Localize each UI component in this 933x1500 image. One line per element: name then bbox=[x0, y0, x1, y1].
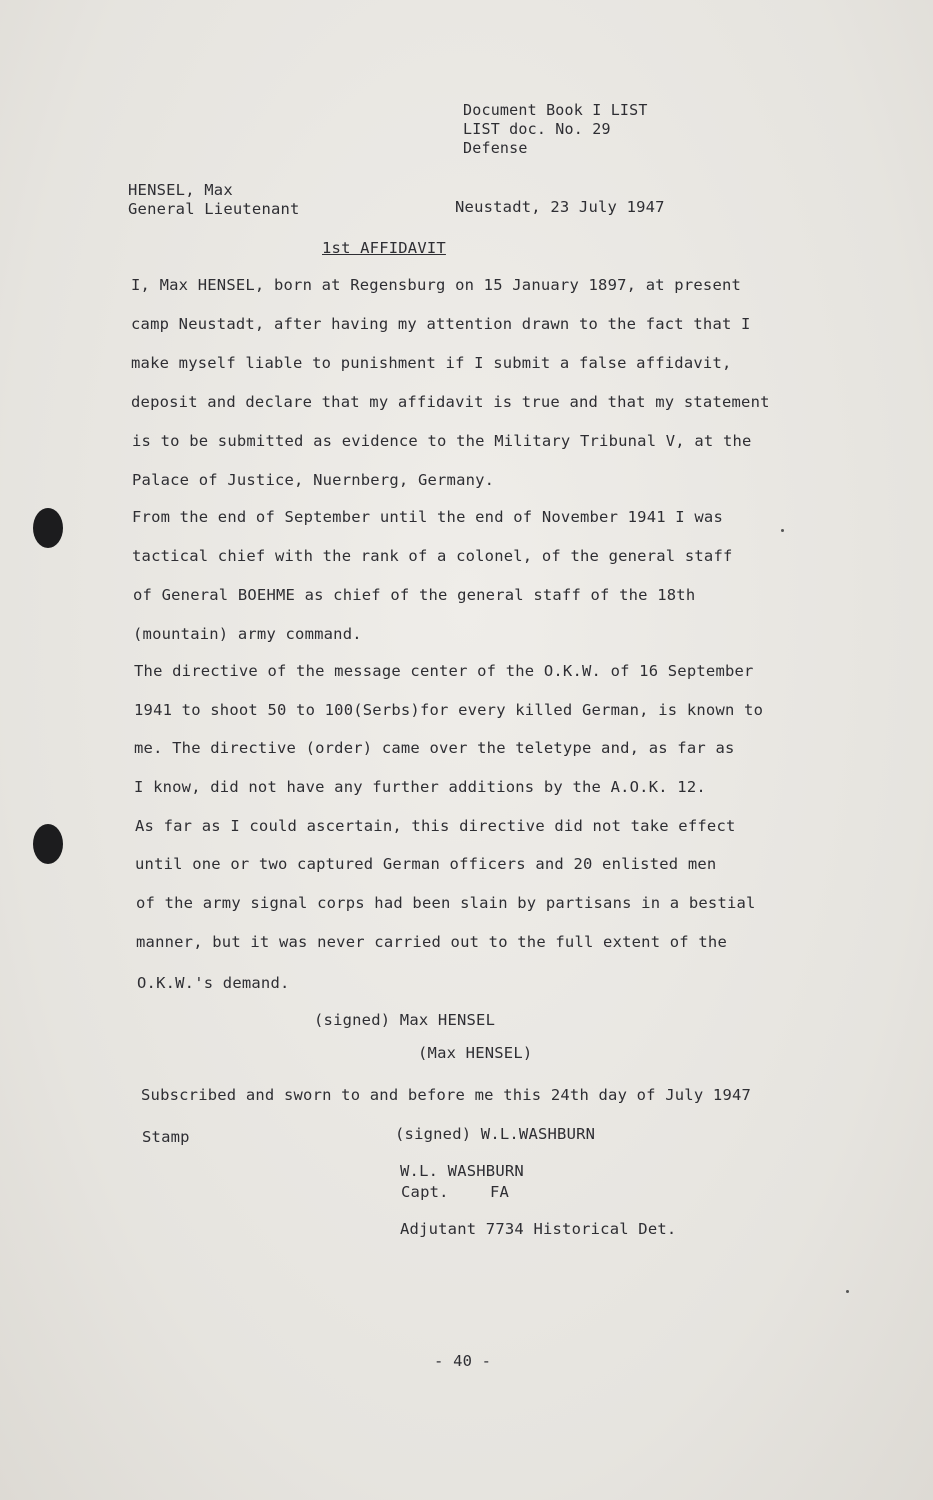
body-line: tactical chief with the rank of a colonel, of the general staff bbox=[132, 547, 733, 565]
body-line: (mountain) army command. bbox=[133, 625, 362, 643]
paper-speck bbox=[846, 1290, 849, 1293]
paper-speck bbox=[781, 529, 784, 532]
typed-name: (Max HENSEL) bbox=[418, 1044, 533, 1062]
punch-hole bbox=[33, 824, 63, 864]
body-line: me. The directive (order) came over the teletype and, as far as bbox=[134, 739, 735, 757]
officer-title: Adjutant 7734 Historical Det. bbox=[400, 1220, 677, 1238]
body-line: deposit and declare that my affidavit is true and that my statement bbox=[131, 393, 770, 411]
header-doc-number: LIST doc. No. 29 bbox=[463, 120, 611, 138]
signed-line: (signed) Max HENSEL bbox=[314, 1011, 496, 1029]
sworn-statement: Subscribed and sworn to and before me this 24th day of July 1947 bbox=[141, 1086, 752, 1104]
body-line: of the army signal corps had been slain by partisans in a bestial bbox=[136, 894, 756, 912]
body-line: make myself liable to punishment if I submit a false affidavit, bbox=[131, 354, 732, 372]
header-party: Defense bbox=[463, 139, 528, 157]
officer-branch: FA bbox=[490, 1183, 510, 1201]
place-date: Neustadt, 23 July 1947 bbox=[455, 198, 665, 216]
body-line: is to be submitted as evidence to the Military Tribunal V, at the bbox=[132, 432, 752, 450]
author-name: HENSEL, Max bbox=[128, 181, 233, 199]
body-line: Palace of Justice, Nuernberg, Germany. bbox=[132, 471, 495, 489]
body-line: The directive of the message center of the O.K.W. of 16 September bbox=[134, 662, 754, 680]
body-line: 1941 to shoot 50 to 100(Serbs)for every killed German, is known to bbox=[134, 701, 764, 719]
header-book-line: Document Book I LIST bbox=[463, 101, 648, 119]
document-title: 1st AFFIDAVIT bbox=[322, 239, 446, 257]
body-line: of General BOEHME as chief of the general staff of the 18th bbox=[133, 586, 696, 604]
body-line: As far as I could ascertain, this directive did not take effect bbox=[135, 817, 736, 835]
body-line: From the end of September until the end of November 1941 I was bbox=[132, 508, 723, 526]
body-line: until one or two captured German officers and 20 enlisted men bbox=[135, 855, 717, 873]
body-line: I know, did not have any further additions by the A.O.K. 12. bbox=[134, 778, 706, 796]
body-line: O.K.W.'s demand. bbox=[137, 974, 290, 992]
page-number: - 40 - bbox=[434, 1352, 492, 1370]
officer-rank: Capt. bbox=[401, 1183, 449, 1201]
body-line: I, Max HENSEL, born at Regensburg on 15 January 1897, at present bbox=[131, 276, 742, 294]
officer-signed-line: (signed) W.L.WASHBURN bbox=[395, 1125, 596, 1143]
author-rank: General Lieutenant bbox=[128, 200, 300, 218]
punch-hole bbox=[33, 508, 63, 548]
body-line: manner, but it was never carried out to the full extent of the bbox=[136, 933, 727, 951]
stamp-label: Stamp bbox=[142, 1128, 190, 1146]
body-line: camp Neustadt, after having my attention drawn to the fact that I bbox=[131, 315, 751, 333]
officer-name: W.L. WASHBURN bbox=[400, 1162, 524, 1180]
